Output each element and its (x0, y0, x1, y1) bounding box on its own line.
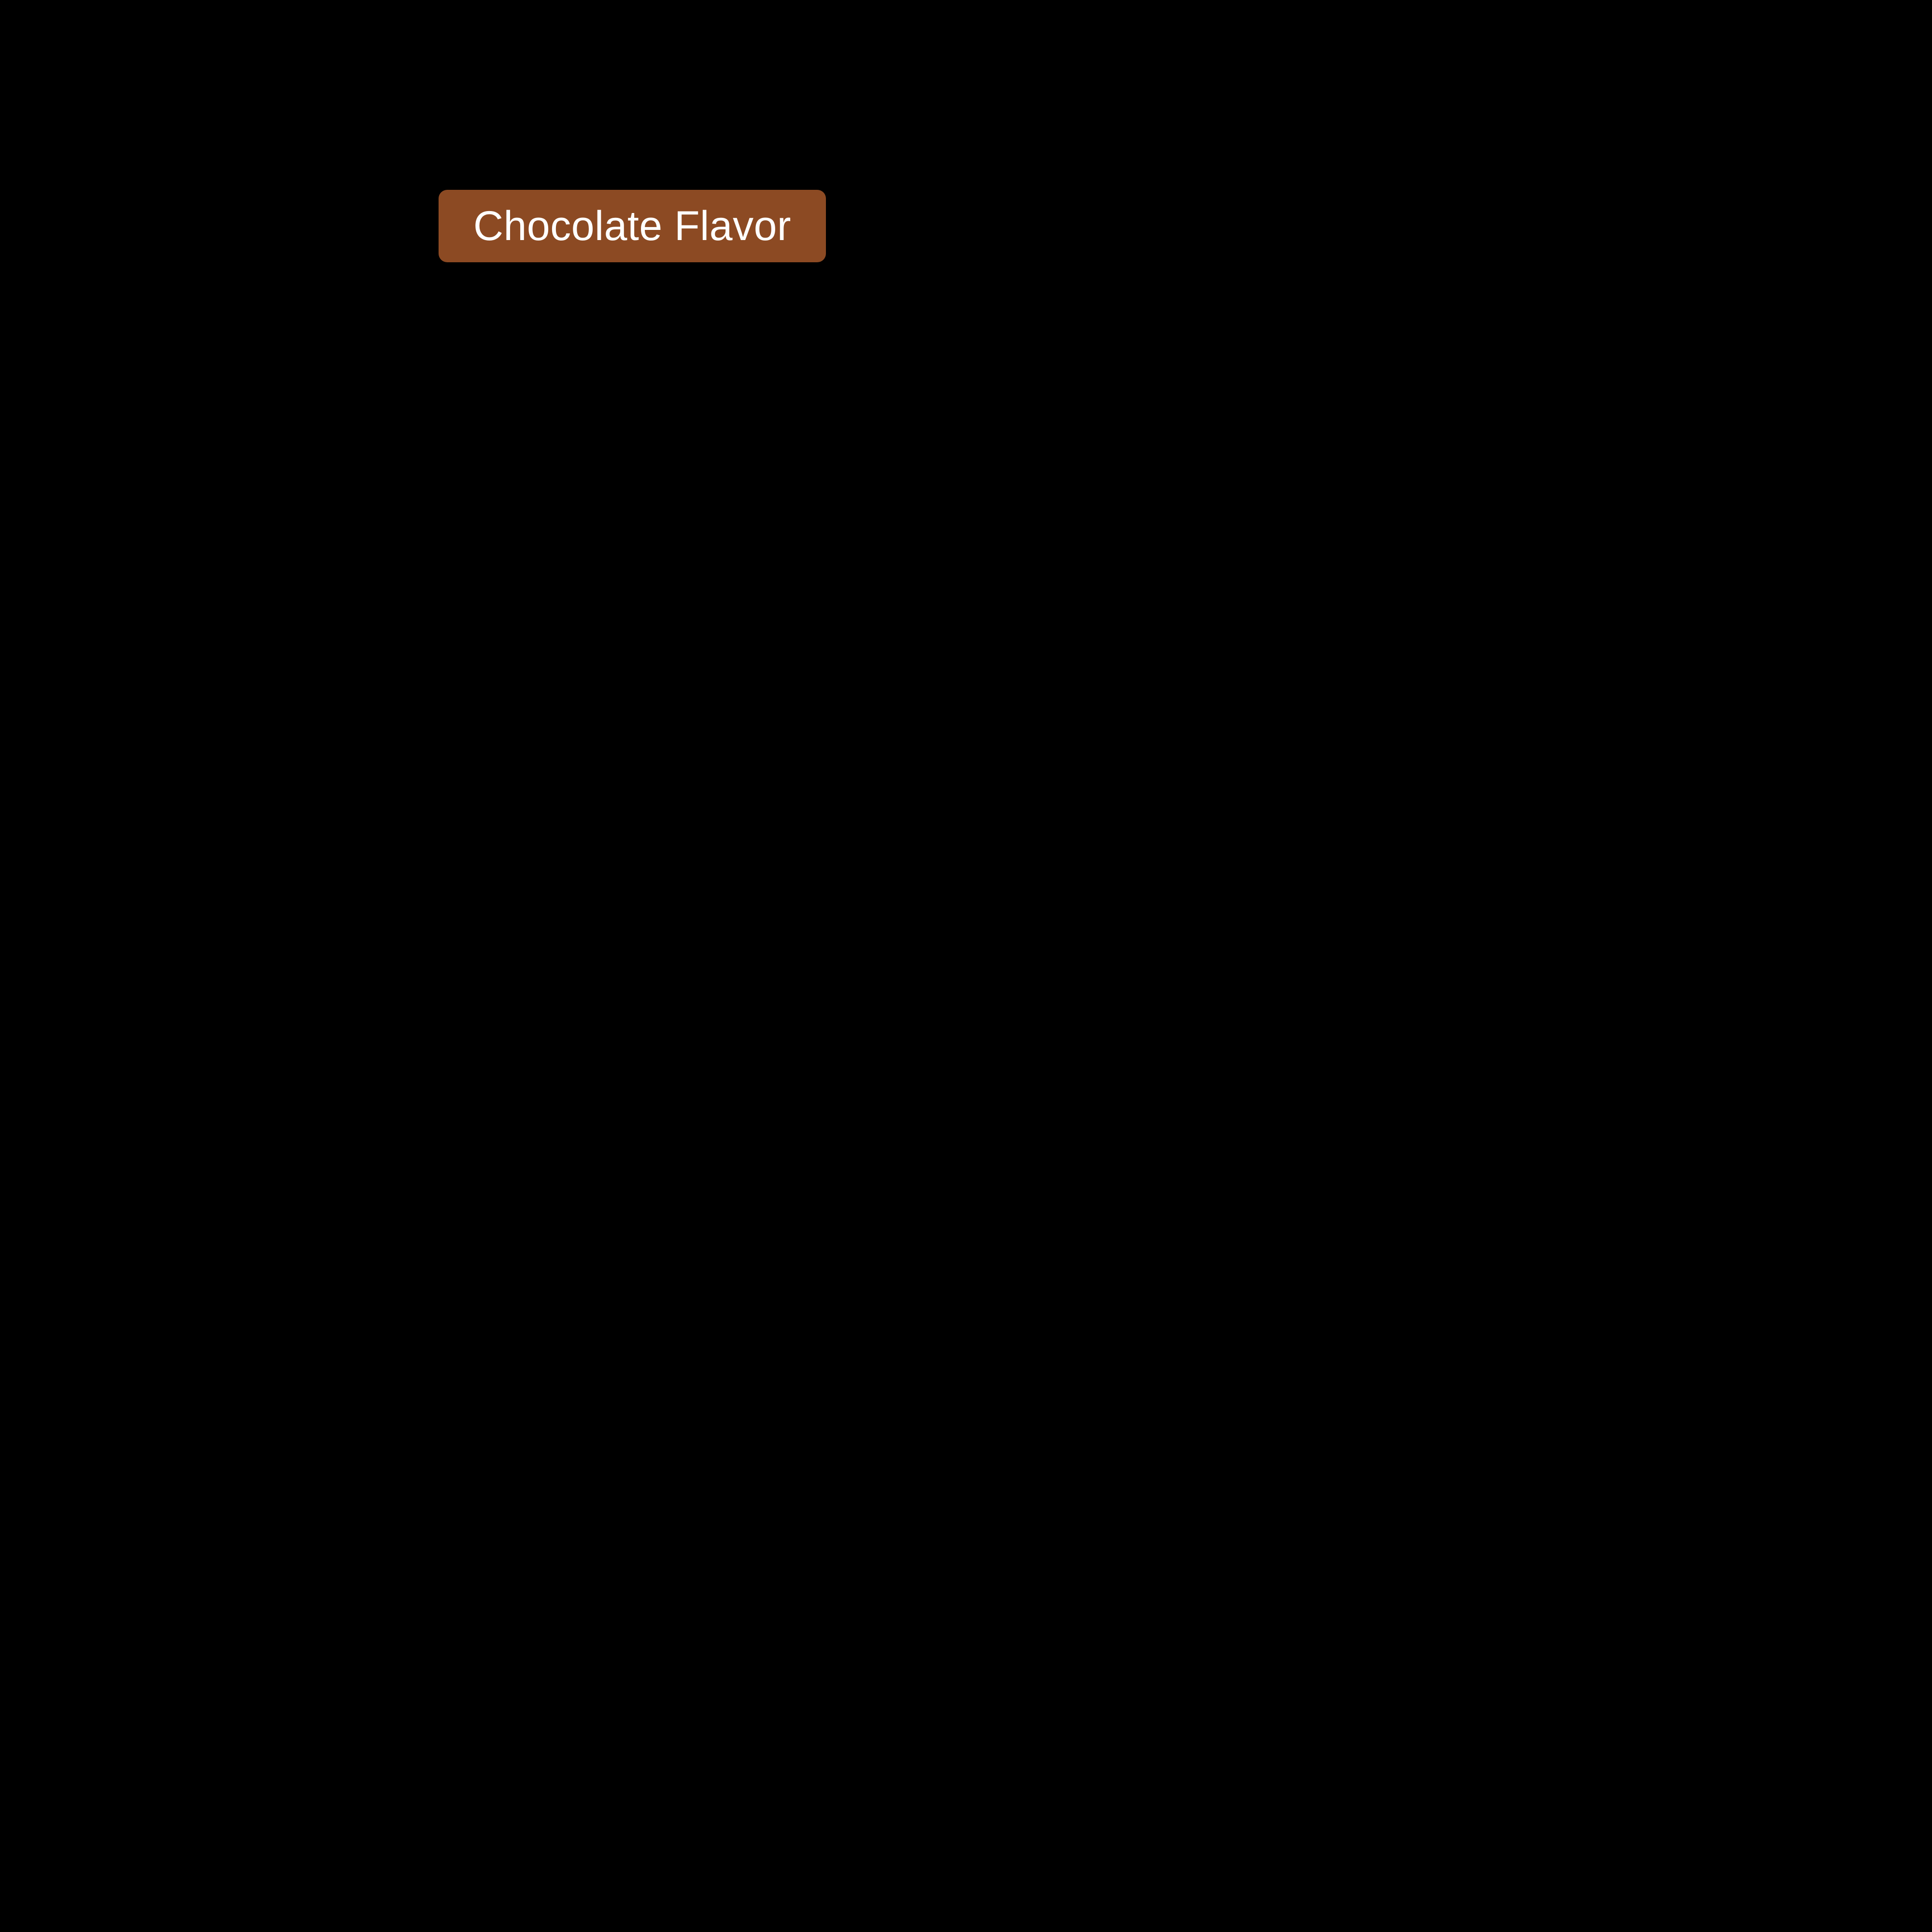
chocolate-flavor-button[interactable] (439, 190, 826, 262)
chocolate-flavor-button-label: Chocolate Flavor (473, 203, 792, 249)
